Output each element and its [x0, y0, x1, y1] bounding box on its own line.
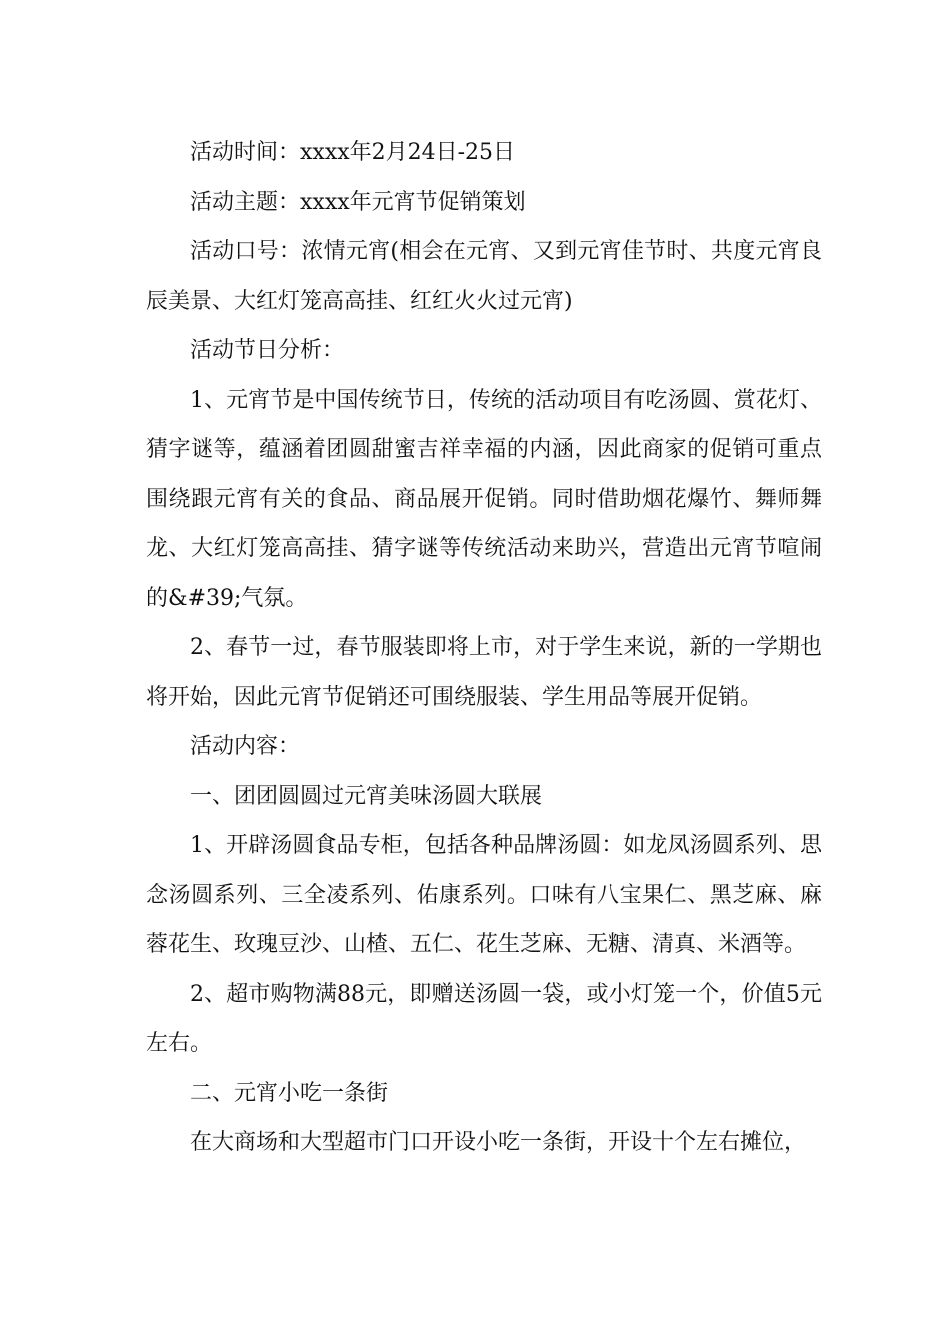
- paragraph-festival-analysis-heading: 活动节日分析：: [190, 338, 345, 363]
- paragraph-activity-theme: 活动主题：xxxx年元宵节促销策划: [190, 189, 526, 215]
- paragraph-analysis-point-1: 1、元宵节是中国传统节日，传统的活动项目有吃汤圆、赏花灯、猜字谜等，蕴涵着团圆甜蜜吉祥幸福的内涵，因此商家的促销可重点围绕跟元宵有关的食品、商品展开促销。同时借助烟花爆竹、舞师舞龙、大红灯笼高高挂、猜字谜等传统活动来助兴，营造出元宵节喧闹的&#39;气氛。: [146, 387, 822, 611]
- paragraph-section-1-heading: 一、团团圆圆过元宵美味汤圆大联展: [190, 783, 543, 809]
- paragraph-section-2-heading: 二、元宵小吃一条街: [190, 1080, 389, 1106]
- paragraph-analysis-point-2: 2、春节一过，春节服装即将上市，对于学生来说，新的一学期也将开始，因此元宵节促销还可围绕服装、学生用品等展开促销。: [146, 635, 822, 710]
- paragraph-section-1-item-1: 1、开辟汤圆食品专柜，包括各种品牌汤圆：如龙凤汤圆系列、思念汤圆系列、三全凌系列、佑康系列。口味有八宝果仁、黑芝麻、麻蓉花生、玫瑰豆沙、山楂、五仁、花生芝麻、无糖、清真、米酒等。: [146, 833, 822, 957]
- paragraph-activity-time: 活动时间：xxxx年2月24日-25日: [190, 140, 516, 165]
- paragraph-activity-content-heading: 活动内容：: [190, 734, 301, 759]
- paragraph-activity-slogan: 活动口号：浓情元宵(相会在元宵、又到元宵佳节时、共度元宵良辰美景、大红灯笼高高挂、红红火火过元宵): [146, 239, 822, 314]
- paragraph-section-2-body: 在大商场和大型超市门口开设小吃一条街，开设十个左右摊位，: [190, 1130, 807, 1155]
- paragraph-section-1-item-2: 2、超市购物满88元，即赠送汤圆一袋，或小灯笼一个，价值5元左右。: [146, 981, 822, 1056]
- document-body: [146, 128, 822, 1168]
